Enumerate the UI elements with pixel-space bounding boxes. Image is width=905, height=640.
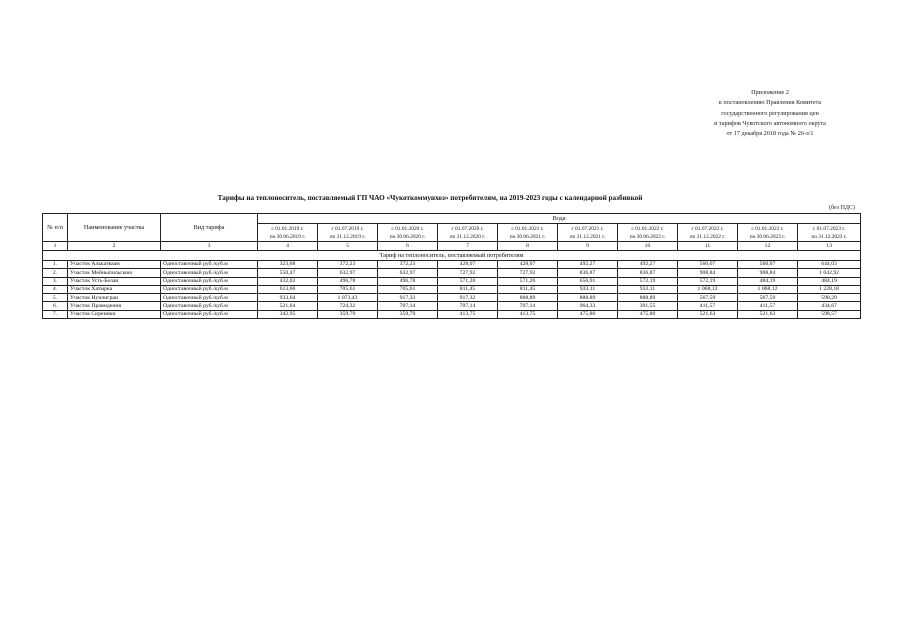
tariff-kind: Одноставочный руб./куб.м [161,302,258,310]
period-to: по 31.12.2021 г. [569,233,606,240]
period-from: с 01.07.2020 г. [451,225,484,232]
tariff-value: 1 068,12 [678,285,738,293]
period-header [318,224,378,242]
tariff-value: 656,91 [558,277,618,285]
tariff-kind: Одноставочный руб./куб.м [161,294,258,302]
period-header [378,224,438,242]
tariff-value: 572,19 [618,277,678,285]
tariff-value: 632,97 [318,269,378,277]
tariff-value: 492,27 [558,261,618,269]
column-number: 6 [378,242,438,251]
tariff-value: 411,57 [738,302,798,310]
tariff-value: 413,75 [438,310,498,318]
period-from: с 01.07.2023 г. [812,225,846,232]
tariff-kind: Одноставочный руб./куб.м [161,277,258,285]
tariff-value: 644,03 [798,261,861,269]
tariff-value: 888,89 [558,294,618,302]
tariff-value: 705,61 [378,285,438,293]
section-label: Тариф на теплоноситель, поставляемый потребителям [43,251,861,261]
tariff-value: 811,45 [438,285,498,293]
column-number: 4 [258,242,318,251]
site-name: Участок Нунлигран [68,294,161,302]
tariff-value: 572,19 [678,277,738,285]
row-number: 7. [43,310,68,318]
row-number: 6. [43,302,68,310]
period-header [258,224,318,242]
vat-note: (без НДС) [828,205,855,211]
table-row [43,294,861,302]
tariff-value: 560,07 [738,261,798,269]
tariff-value: 560,07 [678,261,738,269]
tariff-value: 933,64 [258,294,318,302]
table-row [43,261,861,269]
period-to: по 30.06.2019 г. [269,233,306,240]
period-header [498,224,558,242]
site-name: Участок Мейныпильгыно [68,269,161,277]
annex-line-4: и тарифов Чукотского автономного округа [714,119,826,127]
period-from: с 01.01.2023 г. [751,225,784,232]
tariff-value: 496,78 [318,277,378,285]
row-number: 1. [43,261,68,269]
period-to: по 31.12.2019 г. [329,233,366,240]
tariff-value: 727,92 [498,269,558,277]
tariff-value: 933,11 [618,285,678,293]
tariff-table [42,213,861,319]
tariff-value: 323,68 [258,261,318,269]
period-to: по 30.06.2023 г. [749,233,786,240]
tariff-value: 888,89 [618,294,678,302]
period-from: с 01.01.2020 г. [391,225,424,232]
table-row [43,302,861,310]
column-number: 13 [798,242,861,251]
tariff-value: 492,27 [618,261,678,269]
header-row-top [43,214,861,224]
site-name: Участок Алькатваам [68,261,161,269]
table-body [43,242,861,319]
table-row [43,269,861,277]
tariff-value: 521,63 [678,310,738,318]
period-from: с 01.07.2022 г. [691,225,724,232]
period-from: с 01.01.2021 г. [511,225,544,232]
period-to: по 31.12.2020 г. [449,233,486,240]
tariff-kind: Одноставочный руб./куб.м [161,285,258,293]
period-header [618,224,678,242]
tariff-value: 908,84 [678,269,738,277]
column-number: 2 [68,242,161,251]
table-row [43,310,861,318]
row-number: 3. [43,277,68,285]
tariff-value: 908,84 [738,269,798,277]
tariff-value: 391,55 [618,302,678,310]
tariff-value: 475,80 [618,310,678,318]
column-header-site-name: Наименование участка [68,214,161,242]
annex-line-5: от 17 декабря 2018 года № 26-э/1 [726,130,814,138]
column-number: 3 [161,242,258,251]
tariff-value: 432,02 [258,277,318,285]
site-name: Участок Провидения [68,302,161,310]
period-header [438,224,498,242]
annex-line-3: государственного регулирования цен [721,109,819,117]
tariff-value: 598,57 [798,310,861,318]
document-title: Тарифы на теплоноситель, поставляемый ГП ЧАО «Чукоткоммунхоз» потребителям, на 2019-2023 годы с календарной разбивкой [217,194,643,202]
column-header-tariff-kind: Вид тарифа [161,214,258,242]
tariff-value: 411,57 [678,302,738,310]
column-number: 12 [738,242,798,251]
column-header-number: № п/п [43,214,68,242]
tariff-value: 727,92 [438,269,498,277]
tariff-value: 917,32 [438,294,498,302]
period-header [798,224,861,242]
row-number: 4. [43,285,68,293]
table-row [43,285,861,293]
period-to: по 31.12.2023 г. [811,233,847,240]
tariff-value: 836,87 [618,269,678,277]
tariff-value: 917,33 [378,294,438,302]
tariff-value: 1 228,18 [798,285,861,293]
column-group-water: Вода [258,214,861,224]
tariff-value: 1 068,12 [738,285,798,293]
period-header [678,224,738,242]
site-name: Участок Хатырка [68,285,161,293]
tariff-value: 550,47 [258,269,318,277]
tariff-value: 359,79 [378,310,438,318]
period-header [738,224,798,242]
tariff-value: 496,78 [378,277,438,285]
column-number: 5 [318,242,378,251]
tariff-value: 590,29 [798,294,861,302]
tariff-value: 567,59 [738,294,798,302]
tariff-value: 484,19 [738,277,798,285]
tariff-value: 707,14 [438,302,498,310]
table-row [43,277,861,285]
tariff-value: 342,95 [258,310,318,318]
tariff-value: 571,26 [498,277,558,285]
column-number: 11 [678,242,738,251]
column-number: 9 [558,242,618,251]
period-from: с 01.01.2019 г. [271,225,304,232]
tariff-value: 434,67 [798,302,861,310]
tariff-value: 521,63 [738,310,798,318]
section-row [43,251,861,261]
row-number: 5. [43,294,68,302]
tariff-value: 811,45 [498,285,558,293]
tariff-value: 1 042,92 [798,269,861,277]
tariff-value: 475,80 [558,310,618,318]
tariff-value: 707,14 [498,302,558,310]
period-header [558,224,618,242]
column-number: 7 [438,242,498,251]
column-number-row [43,242,861,251]
tariff-value: 359,79 [318,310,378,318]
tariff-kind: Одноставочный руб./куб.м [161,261,258,269]
tariff-value: 632,97 [378,269,438,277]
column-number: 1 [43,242,68,251]
tariff-value: 484,19 [798,277,861,285]
tariff-value: 372,23 [378,261,438,269]
tariff-value: 428,07 [498,261,558,269]
tariff-value: 888,89 [498,294,558,302]
site-name: Участок Усть-Белая [68,277,161,285]
column-number: 10 [618,242,678,251]
tariff-value: 964,33 [558,302,618,310]
site-name: Участок Сиреники [68,310,161,318]
tariff-value: 933,11 [558,285,618,293]
tariff-value: 836,87 [558,269,618,277]
period-from: с 01.01.2022 г. [631,225,664,232]
annex-line-2: к постановлению Правления Комитета [718,99,822,107]
tariff-kind: Одноставочный руб./куб.м [161,310,258,318]
period-to: по 30.06.2022 г. [629,233,666,240]
tariff-value: 372,23 [318,261,378,269]
tariff-value: 521,64 [258,302,318,310]
period-from: с 01.07.2021 г. [571,225,604,232]
tariff-value: 413,75 [498,310,558,318]
period-to: по 31.12.2022 г. [689,233,726,240]
tariff-kind: Одноставочный руб./куб.м [161,269,258,277]
tariff-value: 707,14 [378,302,438,310]
tariff-value: 705,61 [318,285,378,293]
tariff-value: 571,26 [438,277,498,285]
row-number: 2. [43,269,68,277]
tariff-value: 567,59 [678,294,738,302]
tariff-value: 1 073,43 [318,294,378,302]
column-number: 8 [498,242,558,251]
annex-line-1: Приложение 2 [751,89,789,96]
tariff-value: 724,32 [318,302,378,310]
period-to: по 30.06.2021 г. [509,233,546,240]
period-from: с 01.07.2019 г. [331,225,364,232]
period-to: по 30.06.2020 г. [389,233,426,240]
tariff-value: 613,66 [258,285,318,293]
annex-header [690,88,850,139]
tariff-value: 428,07 [438,261,498,269]
